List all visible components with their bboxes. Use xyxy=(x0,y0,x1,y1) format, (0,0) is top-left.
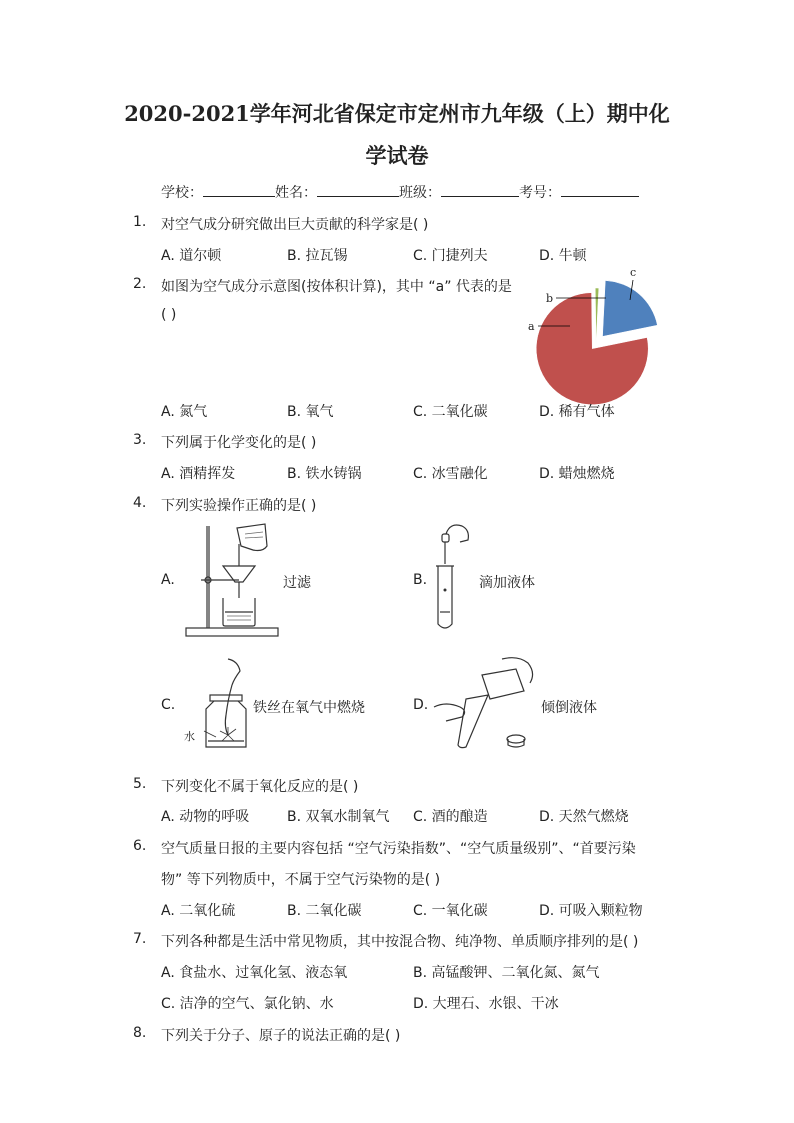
caption-filtration: 过滤 xyxy=(283,575,311,591)
option-c[interactable]: C. xyxy=(161,697,176,713)
question-text: 对空气成分研究做出巨大贡献的科学家是( ) xyxy=(161,217,429,233)
option-a[interactable]: A. 氮气 xyxy=(161,404,208,420)
pie-slice-b xyxy=(595,288,599,344)
school-label: 学校： xyxy=(161,185,203,201)
option-d[interactable]: D. 牛顿 xyxy=(539,248,587,264)
option-a[interactable]: A. 道尔顿 xyxy=(161,248,222,264)
class-label: 班级： xyxy=(399,185,441,201)
option-a[interactable]: A. 动物的呼吸 xyxy=(161,809,250,825)
option-d[interactable]: D. 稀有气体 xyxy=(539,404,615,420)
question-text: 空气质量日报的主要内容包括 “空气污染指数”、“空气质量级别”、“首要污染 xyxy=(161,841,636,857)
name-label: 姓名： xyxy=(275,185,317,201)
option-d[interactable]: D. 天然气燃烧 xyxy=(539,809,629,825)
option-b[interactable]: B. 高锰酸钾、二氧化氮、氮气 xyxy=(413,965,600,981)
question-number: 5. xyxy=(133,776,147,792)
question-text-continued: ( ) xyxy=(161,307,177,323)
option-c[interactable]: C. 门捷列夫 xyxy=(413,248,488,264)
question-number: 6. xyxy=(133,838,147,854)
option-c[interactable]: C. 酒的酿造 xyxy=(413,809,488,825)
option-d[interactable]: D. 大理石、水银、干冰 xyxy=(413,996,559,1012)
question-number: 8. xyxy=(133,1025,147,1041)
filtration-apparatus-illustration xyxy=(183,520,283,640)
question-number: 3. xyxy=(133,432,147,448)
option-a[interactable]: A. 酒精挥发 xyxy=(161,466,236,482)
pie-label-b: b xyxy=(546,292,554,305)
option-c[interactable]: C. 洁净的空气、氯化钠、水 xyxy=(161,996,334,1012)
option-b[interactable]: B. 铁水铸锅 xyxy=(287,466,362,482)
question-text: 下列实验操作正确的是( ) xyxy=(161,498,317,514)
question-number: 7. xyxy=(133,931,147,947)
question-number: 2. xyxy=(133,276,147,292)
pie-label-a: a xyxy=(528,320,535,333)
option-d[interactable]: D. 蜡烛燃烧 xyxy=(539,466,615,482)
option-b[interactable]: B. 拉瓦锡 xyxy=(287,248,348,264)
question-text: 如图为空气成分示意图(按体积计算)，其中 “a” 代表的是 xyxy=(161,279,512,295)
caption-dropping-liquid: 滴加液体 xyxy=(479,575,535,591)
option-d[interactable]: D. 可吸入颗粒物 xyxy=(539,903,643,919)
option-b[interactable]: B. xyxy=(413,572,428,588)
option-b[interactable]: B. 双氧水制氧气 xyxy=(287,809,390,825)
water-label: 水 xyxy=(184,730,195,743)
page-title: 2020-2021学年河北省保定市定州市九年级（上）期中化 xyxy=(124,101,670,126)
pie-label-c: c xyxy=(630,266,637,279)
option-a[interactable]: A. 二氧化硫 xyxy=(161,903,236,919)
iron-wire-burning-illustration xyxy=(198,655,258,755)
page-title-line2: 学试卷 xyxy=(365,143,429,168)
option-d[interactable]: D. xyxy=(413,697,429,713)
option-c[interactable]: C. 冰雪融化 xyxy=(413,466,488,482)
caption-pouring-liquid: 倾倒液体 xyxy=(541,700,597,716)
pie-slice-c xyxy=(603,280,658,336)
question-number: 1. xyxy=(133,214,147,230)
option-c[interactable]: C. 一氧化碳 xyxy=(413,903,488,919)
option-b[interactable]: B. 氧气 xyxy=(287,404,334,420)
question-text: 下列各种都是生活中常见物质，其中按混合物、纯净物、单质顺序排列的是( ) xyxy=(161,934,639,950)
exam-number-label: 考号： xyxy=(519,185,561,201)
option-a[interactable]: A. 食盐水、过氧化氢、液态氧 xyxy=(161,965,348,981)
question-text: 下列关于分子、原子的说法正确的是( ) xyxy=(161,1028,401,1044)
question-number: 4. xyxy=(133,495,147,511)
question-text: 下列变化不属于氧化反应的是( ) xyxy=(161,779,359,795)
option-c[interactable]: C. 二氧化碳 xyxy=(413,404,488,420)
option-b[interactable]: B. 二氧化碳 xyxy=(287,903,362,919)
dropper-test-tube-illustration xyxy=(430,520,480,632)
question-text-continued: 物” 等下列物质中，不属于空气污染物的是( ) xyxy=(161,872,441,888)
option-a[interactable]: A. xyxy=(161,572,175,588)
caption-iron-burning: 铁丝在氧气中燃烧 xyxy=(253,700,365,716)
pouring-liquid-illustration xyxy=(432,655,542,755)
question-text: 下列属于化学变化的是( ) xyxy=(161,435,317,451)
